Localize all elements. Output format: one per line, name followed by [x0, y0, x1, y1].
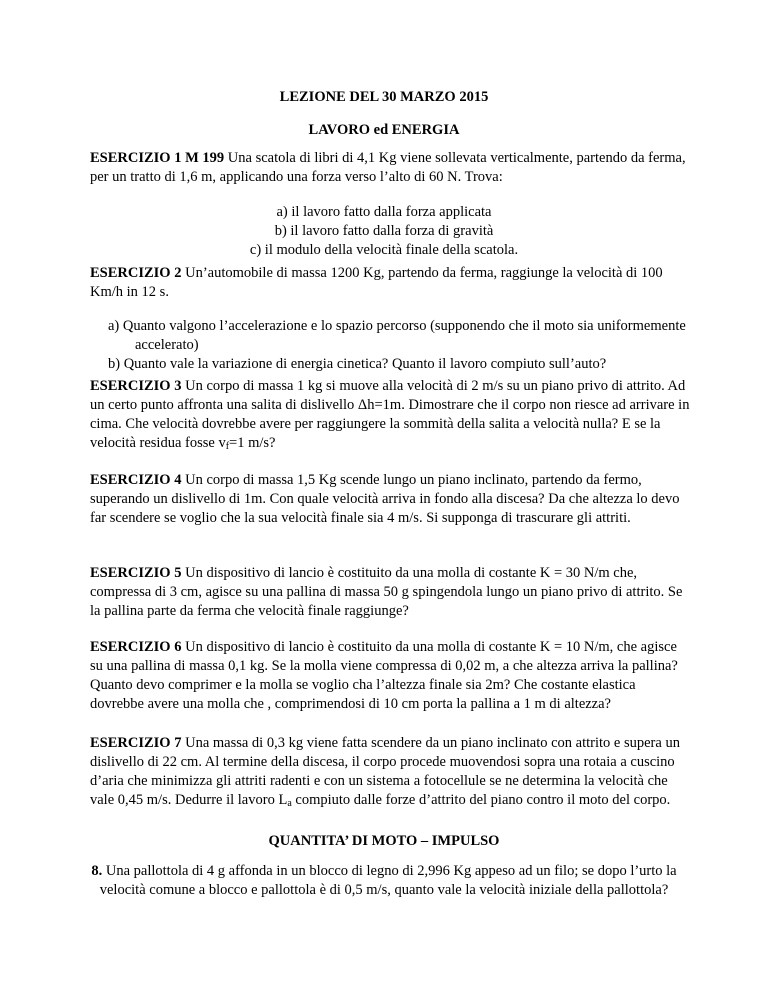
exercise-3 — [90, 377, 690, 453]
exercise-4 — [90, 471, 690, 528]
exercise-7 — [90, 734, 690, 810]
exercise-1-list — [0, 203, 768, 260]
exercise-text-tail: compiuto dalle forze d’attrito del piano contro il moto del corpo. — [291, 792, 671, 808]
exercise-text: Un dispositivo di lancio è costituito da una molla di costante K = 10 N/m, che agisce su una pallina di massa 0,1 kg. Se la molla viene compressa di 0,02 m, a che altezza arriva la pallina? Quanto devo comprimer e la molla se voglio cha l’altezza finale sia 2m? Che costante elastica dovrebbe avere una molla che , comprimendosi di 10 cm porta la pallina a 1 m di altezza? — [90, 639, 678, 712]
exercise-label: ESERCIZIO 3 — [90, 378, 182, 394]
exercise-text: Una massa di 0,3 kg viene fatta scendere da un piano inclinato con attrito e supera un dislivello di 22 cm. Al termine della discesa, il corpo procede muovendosi sopra una rotaia a cuscino d’aria che minimizza gli attriti radenti e con un sistema a fotocellule se ne determina la velocità che vale 0,45 m/s. Dedurre il lavoro L — [90, 735, 680, 808]
exercise-2-list — [108, 317, 693, 374]
exercise-label: 8. — [91, 863, 103, 879]
list-item: b) Quanto vale la variazione di energia cinetica? Quanto il lavoro compiuto sull’auto? — [108, 356, 607, 372]
exercise-text: Un corpo di massa 1,5 Kg scende lungo un piano inclinato, partendo da fermo, superando un dislivello di 1m. Con quale velocità arriva in fondo alla discesa? Da che altezza lo devo far scendere se voglio che la sua velocità finale sia 4 m/s. Si supponga di trascurare gli attriti. — [90, 472, 680, 526]
exercise-text: Un dispositivo di lancio è costituito da una molla di costante K = 30 N/m che, compressa di 3 cm, agisce su una pallina di massa 50 g spingendola lungo un piano privo di attrito. Se la pallina parte da ferma che velocità finale raggiunge? — [90, 565, 683, 619]
topic-title: LAVORO ed ENERGIA — [308, 122, 460, 138]
exercise-label: ESERCIZIO 4 — [90, 472, 182, 488]
subscript: f — [225, 441, 230, 452]
exercise-text: Un’automobile di massa 1200 Kg, partendo da ferma, raggiunge la velocità di 100 Km/h in 12 s. — [90, 265, 663, 300]
subscript: a — [287, 798, 292, 809]
exercise-text: Una scatola di libri di 4,1 Kg viene sollevata verticalmente, partendo da ferma, per un tratto di 1,6 m, applicando una forza verso l’alto di 60 N. Trova: — [90, 150, 686, 185]
exercise-label: ESERCIZIO 5 — [90, 565, 182, 581]
exercise-2 — [90, 264, 690, 302]
exercise-text-tail: =1 m/s? — [229, 435, 276, 451]
list-item: a) il lavoro fatto dalla forza applicata — [276, 204, 492, 220]
lesson-title: LEZIONE DEL 30 MARZO 2015 — [279, 89, 489, 105]
exercise-label: ESERCIZIO 1 M 199 — [90, 150, 225, 166]
exercise-text: Un corpo di massa 1 kg si muove alla velocità di 2 m/s su un piano privo di attrito. Ad un certo punto affronta una salita di dislivello Δh=1m. Dimostrare che il corpo non riesce ad arrivare in cima. Che velocità dovrebbe avere per raggiungere la sommità della salita a velocità nulla? E se la velocità residua fosse v — [90, 378, 690, 451]
section-title: QUANTITA’ DI MOTO – IMPULSO — [268, 833, 500, 849]
list-item: a) Quanto valgono l’accelerazione e lo spazio percorso (supponendo che il moto sia uniformemente accelerato) — [108, 318, 686, 353]
exercise-label: ESERCIZIO 7 — [90, 735, 182, 751]
list-item: c) il modulo della velocità finale della scatola. — [249, 242, 519, 258]
list-item: b) il lavoro fatto dalla forza di gravità — [274, 223, 494, 239]
exercise-label: ESERCIZIO 2 — [90, 265, 182, 281]
exercise-8 — [90, 862, 678, 900]
exercise-label: ESERCIZIO 6 — [90, 639, 182, 655]
exercise-5 — [90, 564, 690, 621]
exercise-text: Una pallottola di 4 g affonda in un blocco di legno di 2,996 Kg appeso ad un filo; se dopo l’urto la velocità comune a blocco e pallottola è di 0,5 m/s, quanto vale la velocità iniziale della pallottola? — [99, 863, 677, 898]
exercise-6 — [90, 638, 690, 714]
exercise-1 — [90, 149, 690, 187]
